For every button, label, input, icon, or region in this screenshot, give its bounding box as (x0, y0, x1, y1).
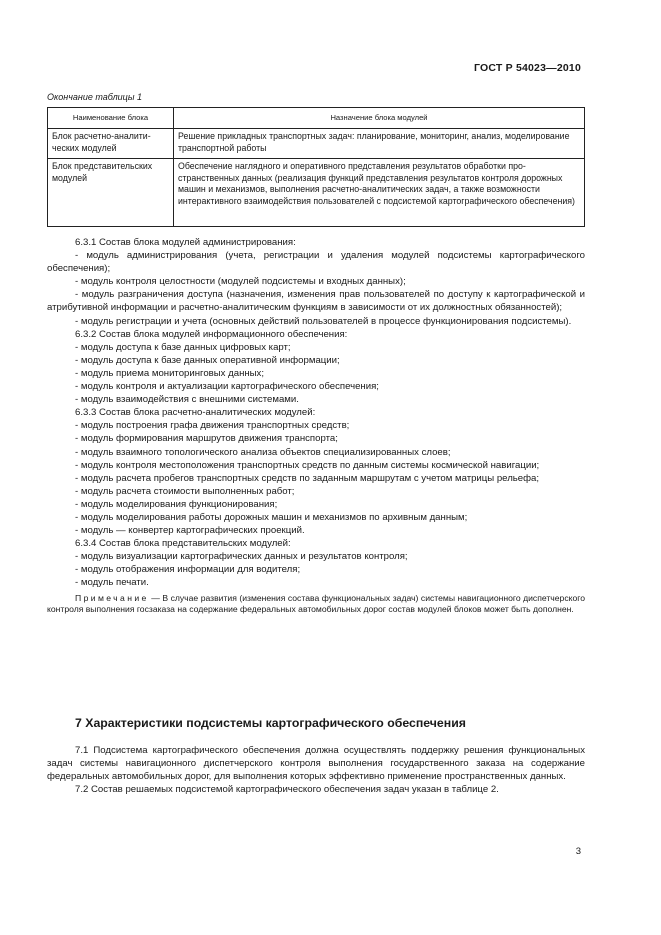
list-item: - модуль расчета пробегов транспортных средств по заданным маршрутам с учетом матрицы рельефа; (75, 472, 540, 484)
list-item: - модуль доступа к базе данных цифровых карт; (75, 341, 291, 353)
list-item: - модуль контроля местоположения транспортных средств по данным системы космической навигации; (75, 459, 540, 471)
list-item: - модуль взаимного топологического анализа объектов специализированных слоев; (75, 446, 451, 458)
table-row (48, 159, 585, 227)
document-code: ГОСТ Р 54023—2010 (473, 62, 581, 74)
note (47, 593, 585, 616)
block-name-cell: Блок представительских модулей (48, 159, 174, 227)
note-text: — В случае развития (изменения состава функциональных задач) системы навигационного диспетчерского контроля выполнения госзаказа на содержание федеральных автомобильных дорог состав модулей блоков может быть дополнен. (47, 592, 585, 614)
list-item: - модуль контроля целостности (модулей подсистемы и входных данных); (75, 276, 406, 288)
paragraph: 7.2 Состав решаемых подсистемой картографического обеспечения задач указан в таблице 2. (75, 784, 499, 796)
table-caption: Окончание таблицы 1 (47, 92, 142, 102)
page-number: 3 (575, 846, 581, 857)
list-item: - модуль приема мониторинговых данных; (75, 367, 265, 379)
table-header-row (48, 108, 585, 129)
list-item: - модуль доступа к базе данных оперативной информации; (75, 354, 340, 366)
block-purpose-cell: Решение прикладных транспортных задач: планирование, мониторинг, анализ, моделирование транспортной работы (174, 129, 585, 159)
modules-table (47, 107, 585, 227)
list-item: - модуль визуализации картографических данных и результатов контроля; (75, 551, 408, 563)
note-label: Примечание (75, 592, 149, 603)
list-item: - модуль формирования маршрутов движения транспорта; (75, 433, 338, 445)
list-item: - модуль моделирования работы дорожных машин и механизмов по архивным данным; (75, 511, 468, 523)
column-header-block-name: Наименование блока (48, 108, 174, 129)
column-header-block-purpose: Назначение блока модулей (174, 108, 585, 129)
list-item: - модуль печати. (75, 577, 149, 589)
list-item: - модуль отображения информации для водителя; (75, 564, 301, 576)
list-item: - модуль администрирования (учета, регистрации и удаления модулей подсистемы картографического обеспечения); (47, 250, 585, 275)
subclause-heading: 6.3.4 Состав блока представительских модулей: (75, 538, 291, 550)
list-item: - модуль разграничения доступа (назначения, изменения прав пользователей по доступу к картографической и атрибутивной информации и расчетно-аналитическим функциям в зависимости от их должностных обязанностей); (47, 289, 585, 314)
list-item: - модуль контроля и актуализации картографического обеспечения; (75, 381, 379, 393)
paragraph: 7.1 Подсистема картографического обеспечения должна осуществлять поддержку решения функциональных задач системы навигационного диспетчерского контроля выполнения государственного заказа на содержание федеральных автомобильных дорог, для выполнения которых эффективно применение пространственных данных. (47, 745, 585, 783)
list-item: - модуль построения графа движения транспортных средств; (75, 420, 350, 432)
list-item: - модуль взаимодействия с внешними системами. (75, 394, 299, 406)
list-item: - модуль расчета стоимости выполненных работ; (75, 485, 295, 497)
section-7-text (47, 744, 585, 796)
subclause-heading: 6.3.2 Состав блока модулей информационного обеспечения: (75, 328, 348, 340)
list-item: - модуль моделирования функционирования; (75, 498, 278, 510)
block-name-cell: Блок расчетно-аналитических модулей (48, 129, 174, 159)
list-item: - модуль регистрации и учета (основных действий пользователей в процессе функционирования подсистемы). (75, 315, 572, 327)
subclause-heading: 6.3.1 Состав блока модулей администрирования: (75, 237, 296, 248)
block-purpose-cell: Обеспечение наглядного и оперативного представления результатов обработки пространственных данных (реализация функций представления результатов контроля дорожных машин и механизмов, выполнения расчетно-аналитических задач, а также возможности интерактивного взаимодействия пользователей с подсистемой картографического обеспечения) (174, 159, 585, 227)
section-6-3-text (47, 236, 585, 615)
table-row (48, 129, 585, 159)
section-7-heading: 7 Характеристики подсистемы картографического обеспечения (75, 716, 466, 730)
subclause-heading: 6.3.3 Состав блока расчетно-аналитических модулей: (75, 407, 316, 419)
list-item: - модуль — конвертер картографических проекций. (75, 525, 305, 537)
